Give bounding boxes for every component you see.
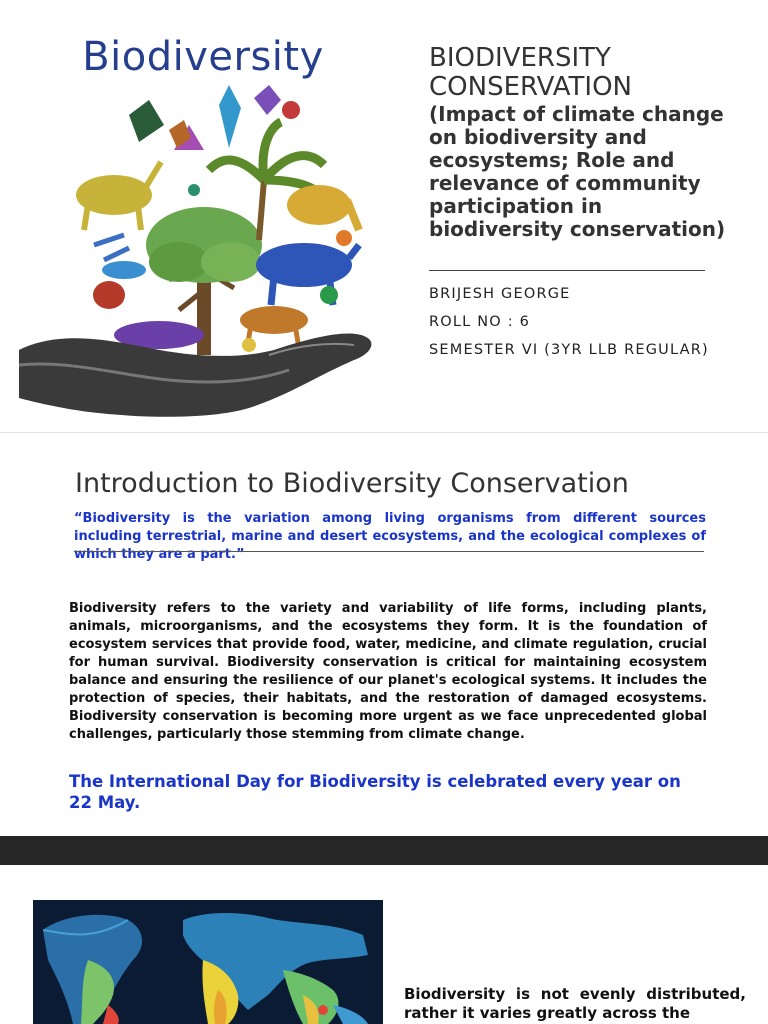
section-title: Introduction to Biodiversity Conservation bbox=[75, 468, 629, 499]
slide-separator bbox=[0, 432, 768, 433]
slide-3-paragraph: Biodiversity is not evenly distributed, rather it varies greatly across the bbox=[404, 985, 746, 1022]
viewer-slide-gap-bar bbox=[0, 836, 768, 865]
title-line-2: CONSERVATION bbox=[429, 72, 632, 102]
roll-number: ROLL NO : 6 bbox=[429, 314, 531, 330]
biodiversity-world-map bbox=[33, 900, 383, 1024]
semester-info: SEMESTER VI (3YR LLB REGULAR) bbox=[429, 342, 709, 358]
body-paragraph: Biodiversity refers to the variety and variability of life forms, including plants, animals, microorganisms, and the ecosystems they form. It is the foundation of ecosystem services that provide food, water, medicine, and climate regulation, crucial for human survival. Biodiversity conservation is critical for maintaining ecosystem balance and ensuring the resilience of our planet's ecological systems. It includes the protection of species, their habitats, and the restoration of damaged ecosystems. Biodiversity conservation is becoming more urgent as we face unprecedented global challenges, particularly those stemming from climate change. bbox=[69, 601, 707, 742]
biodiversity-illustration bbox=[19, 30, 381, 418]
divider bbox=[429, 270, 705, 271]
biodiversity-logo-word: Biodiversity bbox=[82, 34, 324, 80]
biodiversity-day-note: The International Day for Biodiversity is celebrated every year on 22 May. bbox=[69, 772, 681, 812]
title-line-1: BIODIVERSITY bbox=[429, 43, 611, 73]
slide-1 bbox=[0, 0, 768, 432]
author-name: BRIJESH GEORGE bbox=[429, 286, 571, 302]
slide-title bbox=[429, 44, 759, 102]
definition-quote: “Biodiversity is the variation among living organisms from different sources including terrestrial, marine and desert ecosystems, and the ecological complexes of which they are a part.” bbox=[74, 511, 706, 562]
divider bbox=[74, 551, 704, 552]
slide-subtitle: (Impact of climate change on biodiversity and ecosystems; Role and relevance of community participation in biodiversity conservation) bbox=[429, 102, 726, 241]
